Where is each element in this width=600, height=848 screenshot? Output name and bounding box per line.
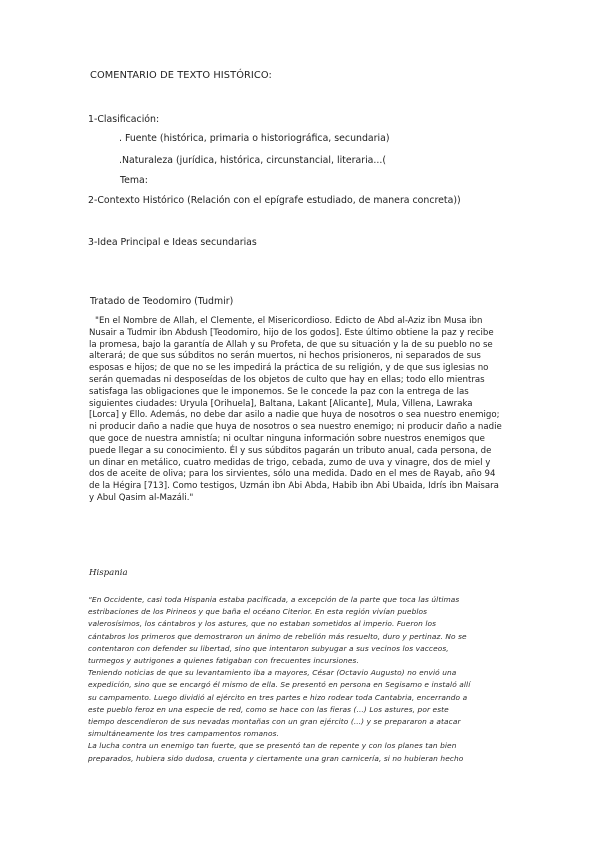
section-main-ideas: 3-Idea Principal e Ideas secundarias (88, 237, 257, 248)
text-line: que goce de nuestra amnistía; ni ocultar ninguna información sobre nuestros enemigos que (89, 433, 485, 444)
text-line: y Abul Qasim al-Mazáli." (89, 492, 194, 503)
text-line: estribaciones de los Pirineos y que baña el océano Citerior. En esta región vivían pueblos (88, 607, 428, 617)
text-line: satisfaga las obligaciones que le imponemos. Se le concede la paz con la entrega de las (89, 386, 469, 397)
text-line: Teniendo noticias de que su levantamiento iba a mayores, César (Octavio Augusto) no envió una (88, 668, 457, 678)
text-line: la promesa, bajo la garantía de Allah y su Profeta, de que su situación y la de su pueblo no se (89, 339, 493, 350)
text-line: tiempo descendieron de sus nevadas montañas con un gran ejército (...) y se prepararon a atacar (88, 717, 461, 727)
text-line: alterará; de que sus súbditos no serán muertos, ni hechos prisioneros, ni separados de sus (89, 351, 481, 362)
text-line: expedición, sino que se encargó él mismo de ella. Se presentó en persona en Segisamo e instaló allí (88, 680, 471, 690)
text-line: preparados, hubiera sido dudosa, cruenta y ciertamente una gran carnicería, si no hubieran hecho (88, 753, 464, 763)
section-classification: 1-Clasificación: (88, 114, 160, 125)
text-line: este pueblo feroz en una especie de red, como se hace con las fieras (...) Los astures, por este (88, 704, 449, 714)
text-line: contentaron con defender su libertad, sino que intentaron subyugar a sus vecinos los vacceos, (88, 643, 449, 653)
text-line: esposas e hijos; de que no se les impedirá la práctica de su religión, y de que sus iglesias no (89, 363, 489, 374)
document-title: COMENTARIO DE TEXTO HISTÓRICO: (90, 70, 272, 81)
text-line: La lucha contra un enemigo tan fuerte, que se presentó tan de repente y con los planes tan bien (88, 741, 457, 751)
tudmir-title: Tratado de Teodomiro (Tudmir) (90, 296, 234, 307)
text-line: [Lorca] y Ello. Además, no debe dar asilo a nadie que huya de nosotros o sea nuestro enemigo; (89, 410, 500, 421)
classification-theme: Tema: (120, 175, 148, 186)
text-line: turmegos y autrigones a quienes fatigaban con frecuentes incursiones. (88, 656, 359, 666)
text-line: siguientes ciudades: Uryula [Orihuela], Baltana, Lakant [Alicante], Mula, Villena, Lawraka (89, 398, 473, 409)
text-line: ni producir daño a nadie que huya de nosotros o sea nuestro enemigo; ni producir daño a nadie (89, 422, 502, 433)
text-line: cántabros los primeros que demostraron un ánimo de rebelión más resuelto, duro y pertinaz. No se (88, 631, 467, 641)
hispania-title: Hispania (89, 568, 128, 578)
text-line: "En el Nombre de Allah, el Clemente, el Misericordioso. Edicto de Abd al-Aziz ibn Musa ibn (95, 316, 483, 326)
text-line: dos de aceite de oliva; para los sirvientes, sólo una medida. Dado en el mes de Rayab, año 94 (89, 469, 496, 480)
text-line: puede llegar a su conocimiento. Él y sus súbditos pagarán un tributo anual, cada persona, de (89, 445, 492, 456)
classification-nature: .Naturaleza (jurídica, histórica, circunstancial, literaria...( (119, 155, 387, 166)
section-historical-context: 2-Contexto Histórico (Relación con el epígrafe estudiado, de manera concreta)) (88, 195, 461, 206)
classification-source: . Fuente (histórica, primaria o historiográfica, secundaria) (119, 133, 390, 144)
text-line: valerosísimos, los cántabros y los astures, que no estaban sometidos al imperio. Fueron los (88, 619, 437, 629)
text-line: su campamento. Luego dividió al ejército en tres partes e hizo rodear toda Cantabria, encerrando a (88, 692, 468, 702)
text-line: de la Hégira [713]. Como testigos, Uzmán ibn Abi Abda, Habib ibn Abi Ubaida, Idrís ibn Maisara (89, 481, 499, 492)
text-line: serán quemadas ni desposeídas de los objetos de culto que hay en ellas; todo ello mientras (89, 374, 485, 385)
tudmir-text (89, 316, 525, 505)
text-line: “En Occidente, casi toda Hispania estaba pacificada, a excepción de la parte que toca las últimas (88, 595, 460, 604)
text-line: simultáneamente los tres campamentos romanos. (88, 729, 279, 739)
text-line: Nusair a Tudmir ibn Abdush [Teodomiro, hijo de los godos]. Este último obtiene la paz y recibe (89, 327, 494, 338)
hispania-text (88, 594, 528, 765)
text-line: un dinar en metálico, cuatro medidas de trigo, cebada, zumo de uva y vinagre, dos de miel y (89, 457, 491, 468)
